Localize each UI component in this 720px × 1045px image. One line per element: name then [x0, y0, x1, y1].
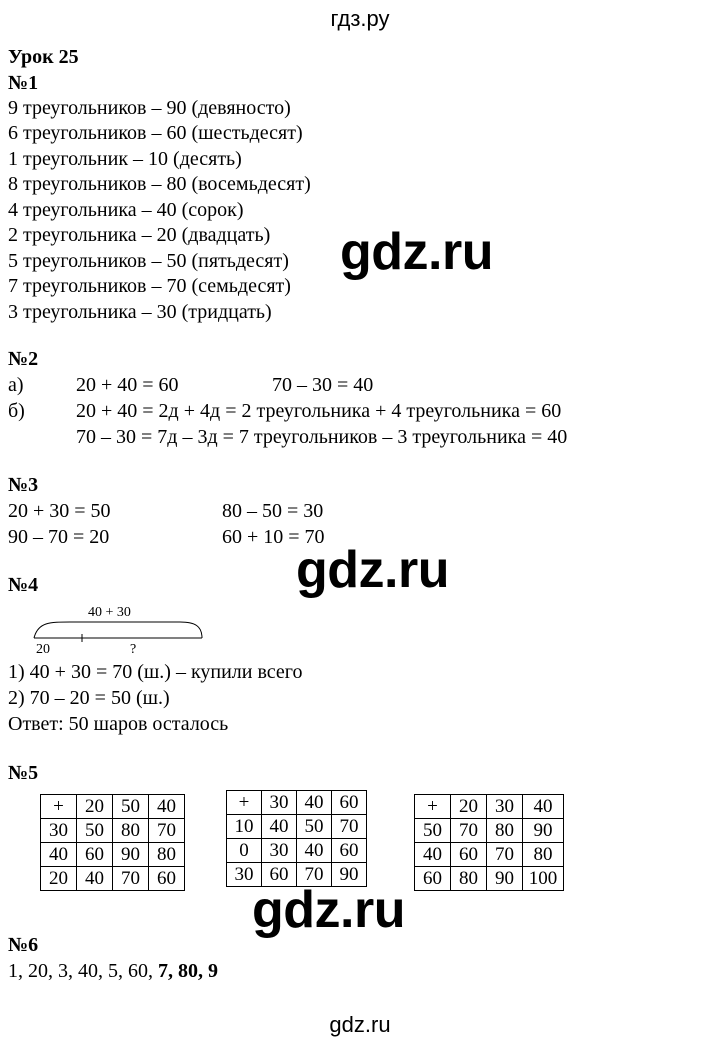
table-cell: 70 — [332, 815, 367, 839]
sequence-answer: 7, 80, 9 — [158, 960, 218, 982]
table-cell: 30 — [262, 839, 297, 863]
table-cell: 80 — [487, 819, 523, 843]
task4-answer: Ответ: 50 шаров осталось — [8, 713, 229, 735]
task3-heading: №3 — [8, 474, 39, 496]
task2-a-expr2: 70 – 30 = 40 — [272, 374, 374, 396]
watermark: gdz.ru — [340, 223, 493, 281]
table-cell: 90 — [523, 819, 564, 843]
task3-expr: 80 – 50 = 30 — [222, 500, 324, 522]
task1-line: 4 треугольника – 40 (сорок) — [8, 199, 244, 221]
table-cell: 40 — [262, 815, 297, 839]
table-cell: 20 — [451, 795, 487, 819]
table-cell: 40 — [41, 843, 77, 867]
addition-table-1 — [40, 794, 185, 891]
table-cell: 30 — [487, 795, 523, 819]
table-cell: 40 — [523, 795, 564, 819]
diagram-right-label: ? — [130, 642, 137, 657]
table-cell: 70 — [149, 819, 185, 843]
table-cell: 70 — [113, 867, 149, 891]
segment-diagram-svg — [30, 600, 210, 658]
lesson-title: Урок 25 — [8, 46, 79, 68]
task1-line: 5 треугольников – 50 (пятьдесят) — [8, 250, 289, 272]
task1-heading: №1 — [8, 72, 39, 94]
table-cell: 40 — [149, 795, 185, 819]
table-cell: 80 — [149, 843, 185, 867]
sequence-given: 1, 20, 3, 40, 5, 60, — [8, 960, 158, 982]
table-cell: 40 — [415, 843, 451, 867]
task4-heading: №4 — [8, 574, 39, 596]
task1-line: 9 треугольников – 90 (девяносто) — [8, 97, 291, 119]
task4-step1: 1) 40 + 30 = 70 (ш.) – купили всего — [8, 661, 303, 683]
table-cell: 70 — [487, 843, 523, 867]
table-cell: 10 — [227, 815, 262, 839]
table-cell: + — [227, 791, 262, 815]
table-cell: 60 — [262, 863, 297, 887]
task3-expr: 60 + 10 = 70 — [222, 526, 325, 548]
task1-line: 1 треугольник – 10 (десять) — [8, 148, 242, 170]
addition-table-2 — [226, 790, 367, 887]
table-cell: 40 — [297, 839, 332, 863]
task4-step2: 2) 70 – 20 = 50 (ш.) — [8, 687, 170, 709]
table-cell: 60 — [332, 839, 367, 863]
diagram-left-label: 20 — [36, 642, 50, 657]
table-cell: 80 — [113, 819, 149, 843]
site-footer[interactable]: gdz.ru — [329, 1012, 391, 1037]
table-cell: 50 — [297, 815, 332, 839]
segment-diagram — [30, 600, 210, 658]
table-cell: 20 — [77, 795, 113, 819]
table-cell: 90 — [487, 867, 523, 891]
task2-b-line2: 70 – 30 = 7д – 3д = 7 треугольников – 3 треугольника = 40 — [76, 426, 568, 448]
table-cell: 20 — [41, 867, 77, 891]
task2-b-label: б) — [8, 400, 25, 422]
table-cell: 30 — [262, 791, 297, 815]
table-cell: 70 — [451, 819, 487, 843]
table-cell: 60 — [415, 867, 451, 891]
task2-a-label: а) — [8, 374, 24, 396]
table-cell: 40 — [77, 867, 113, 891]
task5-heading: №5 — [8, 762, 39, 784]
table-cell: 50 — [113, 795, 149, 819]
table-cell: 60 — [451, 843, 487, 867]
addition-table-3 — [414, 794, 564, 891]
table-cell: 100 — [523, 867, 564, 891]
task2-heading: №2 — [8, 348, 39, 370]
watermark: gdz.ru — [252, 881, 405, 939]
table-cell: + — [41, 795, 77, 819]
site-header[interactable]: гдз.ру — [330, 6, 390, 31]
table-cell: 30 — [41, 819, 77, 843]
watermark: gdz.ru — [296, 541, 449, 599]
table-cell: 90 — [332, 863, 367, 887]
table-cell: 90 — [113, 843, 149, 867]
table-cell: + — [415, 795, 451, 819]
table-cell: 40 — [297, 791, 332, 815]
table-cell: 80 — [523, 843, 564, 867]
task1-line: 8 треугольников – 80 (восемьдесят) — [8, 173, 311, 195]
task2-a-expr1: 20 + 40 = 60 — [76, 374, 179, 396]
task3-expr: 20 + 30 = 50 — [8, 500, 111, 522]
table-cell: 50 — [77, 819, 113, 843]
table-cell: 80 — [451, 867, 487, 891]
task6-heading: №6 — [8, 934, 39, 956]
table-cell: 60 — [77, 843, 113, 867]
task1-line: 6 треугольников – 60 (шестьдесят) — [8, 122, 303, 144]
diagram-brace — [34, 622, 202, 638]
table-cell: 0 — [227, 839, 262, 863]
task3-expr: 90 – 70 = 20 — [8, 526, 110, 548]
task6-sequence — [8, 960, 218, 983]
diagram-top-label: 40 + 30 — [88, 605, 131, 620]
table-cell: 60 — [332, 791, 367, 815]
task1-line: 3 треугольника – 30 (тридцать) — [8, 301, 272, 323]
table-cell: 60 — [149, 867, 185, 891]
task2-b-line1: 20 + 40 = 2д + 4д = 2 треугольника + 4 треугольника = 60 — [76, 400, 562, 422]
table-cell: 30 — [227, 863, 262, 887]
task1-line: 2 треугольника – 20 (двадцать) — [8, 224, 271, 246]
table-cell: 70 — [297, 863, 332, 887]
task1-line: 7 треугольников – 70 (семьдесят) — [8, 275, 291, 297]
table-cell: 50 — [415, 819, 451, 843]
